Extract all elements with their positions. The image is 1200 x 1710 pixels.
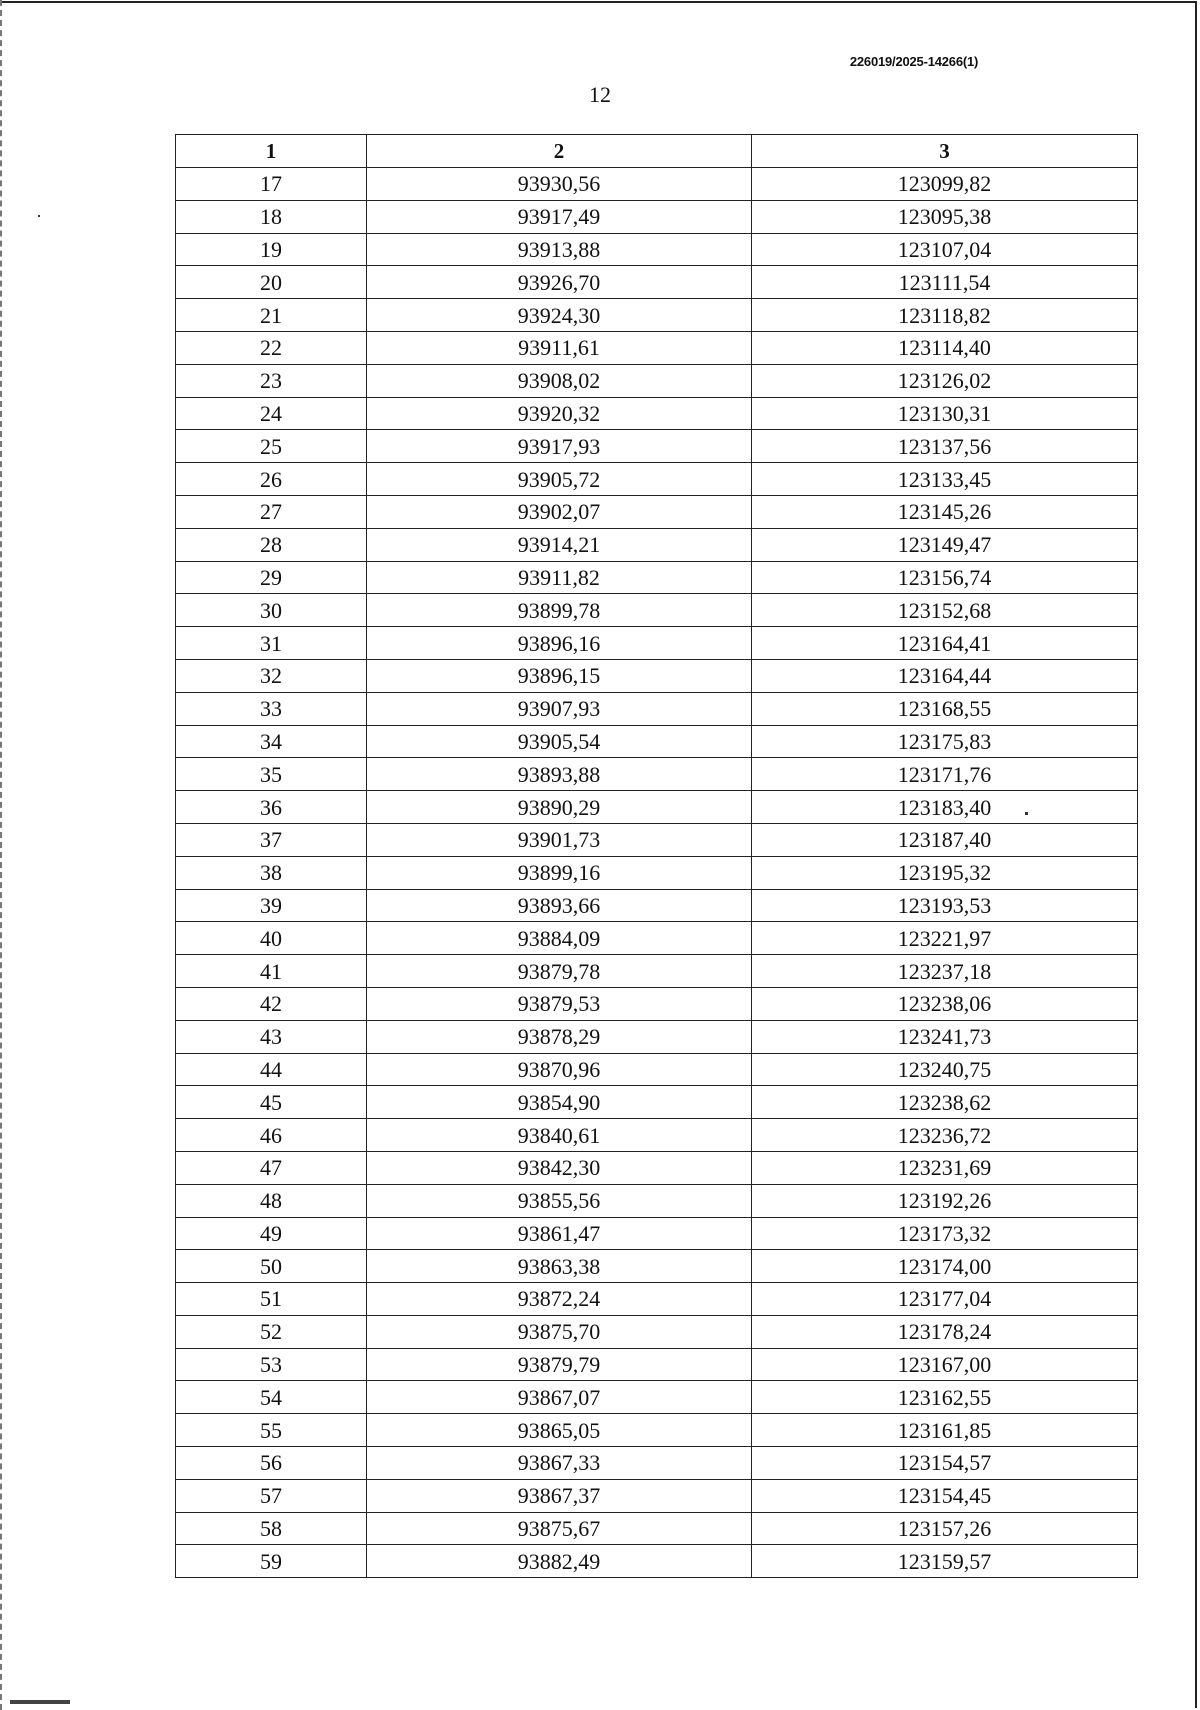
x-coordinate-cell: 93879,78 — [367, 955, 752, 988]
y-coordinate-cell: 123161,85 — [752, 1414, 1138, 1447]
point-number-cell: 56 — [176, 1447, 367, 1480]
x-coordinate-cell: 93930,56 — [367, 168, 752, 201]
point-number-cell: 24 — [176, 397, 367, 430]
point-number-cell: 53 — [176, 1348, 367, 1381]
x-coordinate-cell: 93884,09 — [367, 922, 752, 955]
y-coordinate-cell: 123240,75 — [752, 1053, 1138, 1086]
y-coordinate-cell: 123241,73 — [752, 1020, 1138, 1053]
x-coordinate-cell: 93896,16 — [367, 627, 752, 660]
table-row — [176, 200, 1138, 233]
point-number-cell: 33 — [176, 692, 367, 725]
point-number-cell: 20 — [176, 266, 367, 299]
document-number: 226019/2025-14266(1) — [849, 54, 979, 69]
x-coordinate-cell: 93875,67 — [367, 1512, 752, 1545]
y-coordinate-cell: 123154,45 — [752, 1479, 1138, 1512]
y-coordinate-cell: 123177,04 — [752, 1283, 1138, 1316]
table-row — [176, 1283, 1138, 1316]
point-number-cell: 52 — [176, 1315, 367, 1348]
table-row — [176, 758, 1138, 791]
point-number-cell: 45 — [176, 1086, 367, 1119]
x-coordinate-cell: 93914,21 — [367, 528, 752, 561]
y-coordinate-cell: 123238,62 — [752, 1086, 1138, 1119]
point-number-cell: 21 — [176, 299, 367, 332]
x-coordinate-cell: 93911,61 — [367, 331, 752, 364]
x-coordinate-cell: 93875,70 — [367, 1315, 752, 1348]
point-number-cell: 36 — [176, 791, 367, 824]
y-coordinate-cell: 123174,00 — [752, 1250, 1138, 1283]
y-coordinate-cell: 123130,31 — [752, 397, 1138, 430]
y-coordinate-cell: 123171,76 — [752, 758, 1138, 791]
point-number-cell: 25 — [176, 430, 367, 463]
table-row — [176, 1315, 1138, 1348]
scan-artifact — [10, 1700, 70, 1704]
table-row — [176, 561, 1138, 594]
table-row — [176, 1348, 1138, 1381]
y-coordinate-cell: 123236,72 — [752, 1119, 1138, 1152]
x-coordinate-cell: 93872,24 — [367, 1283, 752, 1316]
point-number-cell: 42 — [176, 987, 367, 1020]
point-number-cell: 43 — [176, 1020, 367, 1053]
y-coordinate-cell: 123099,82 — [752, 168, 1138, 201]
x-coordinate-cell: 93882,49 — [367, 1545, 752, 1578]
y-coordinate-cell: 123168,55 — [752, 692, 1138, 725]
x-coordinate-cell: 93905,54 — [367, 725, 752, 758]
table-row — [176, 1053, 1138, 1086]
point-number-cell: 18 — [176, 200, 367, 233]
x-coordinate-cell: 93863,38 — [367, 1250, 752, 1283]
y-coordinate-cell: 123221,97 — [752, 922, 1138, 955]
y-coordinate-cell: 123118,82 — [752, 299, 1138, 332]
y-coordinate-cell: 123107,04 — [752, 233, 1138, 266]
x-coordinate-cell: 93899,16 — [367, 856, 752, 889]
y-coordinate-cell: 123167,00 — [752, 1348, 1138, 1381]
table-row — [176, 528, 1138, 561]
y-coordinate-cell: 123187,40 — [752, 823, 1138, 856]
y-coordinate-cell: 123195,32 — [752, 856, 1138, 889]
x-coordinate-cell: 93905,72 — [367, 463, 752, 496]
x-coordinate-cell: 93924,30 — [367, 299, 752, 332]
y-coordinate-cell: 123162,55 — [752, 1381, 1138, 1414]
table-row — [176, 168, 1138, 201]
y-coordinate-cell: 123133,45 — [752, 463, 1138, 496]
y-coordinate-cell: 123238,06 — [752, 987, 1138, 1020]
table-row — [176, 692, 1138, 725]
x-coordinate-cell: 93855,56 — [367, 1184, 752, 1217]
x-coordinate-cell: 93890,29 — [367, 791, 752, 824]
y-coordinate-cell: 123157,26 — [752, 1512, 1138, 1545]
point-number-cell: 35 — [176, 758, 367, 791]
x-coordinate-cell: 93870,96 — [367, 1053, 752, 1086]
y-coordinate-cell: 123231,69 — [752, 1151, 1138, 1184]
y-coordinate-cell: 123192,26 — [752, 1184, 1138, 1217]
header-row — [176, 135, 1138, 168]
point-number-cell: 28 — [176, 528, 367, 561]
x-coordinate-cell: 93926,70 — [367, 266, 752, 299]
table-row — [176, 659, 1138, 692]
table-row — [176, 1512, 1138, 1545]
y-coordinate-cell: 123173,32 — [752, 1217, 1138, 1250]
x-coordinate-cell: 93917,49 — [367, 200, 752, 233]
y-coordinate-cell: 123156,74 — [752, 561, 1138, 594]
y-coordinate-cell: 123178,24 — [752, 1315, 1138, 1348]
x-coordinate-cell: 93867,37 — [367, 1479, 752, 1512]
point-number-cell: 50 — [176, 1250, 367, 1283]
table-row — [176, 397, 1138, 430]
column-header-3: 3 — [752, 135, 1138, 168]
table-row — [176, 1447, 1138, 1480]
table-row — [176, 955, 1138, 988]
table-row — [176, 1151, 1138, 1184]
table-row — [176, 856, 1138, 889]
table-row — [176, 1479, 1138, 1512]
point-number-cell: 39 — [176, 889, 367, 922]
point-number-cell: 26 — [176, 463, 367, 496]
x-coordinate-cell: 93854,90 — [367, 1086, 752, 1119]
table-row — [176, 1086, 1138, 1119]
y-coordinate-cell: 123183,40 — [752, 791, 1138, 824]
y-coordinate-cell: 123159,57 — [752, 1545, 1138, 1578]
table-row — [176, 495, 1138, 528]
table-row — [176, 430, 1138, 463]
point-number-cell: 57 — [176, 1479, 367, 1512]
x-coordinate-cell: 93911,82 — [367, 561, 752, 594]
y-coordinate-cell: 123137,56 — [752, 430, 1138, 463]
table-row — [176, 791, 1138, 824]
x-coordinate-cell: 93878,29 — [367, 1020, 752, 1053]
table-row — [176, 1250, 1138, 1283]
table-row — [176, 463, 1138, 496]
point-number-cell: 59 — [176, 1545, 367, 1578]
table-row — [176, 987, 1138, 1020]
x-coordinate-cell: 93893,88 — [367, 758, 752, 791]
point-number-cell: 30 — [176, 594, 367, 627]
x-coordinate-cell: 93920,32 — [367, 397, 752, 430]
table-row — [176, 1381, 1138, 1414]
point-number-cell: 19 — [176, 233, 367, 266]
y-coordinate-cell: 123149,47 — [752, 528, 1138, 561]
x-coordinate-cell: 93893,66 — [367, 889, 752, 922]
table-row — [176, 266, 1138, 299]
point-number-cell: 41 — [176, 955, 367, 988]
point-number-cell: 47 — [176, 1151, 367, 1184]
point-number-cell: 40 — [176, 922, 367, 955]
point-number-cell: 58 — [176, 1512, 367, 1545]
column-header-1: 1 — [176, 135, 367, 168]
point-number-cell: 22 — [176, 331, 367, 364]
point-number-cell: 38 — [176, 856, 367, 889]
x-coordinate-cell: 93901,73 — [367, 823, 752, 856]
x-coordinate-cell: 93917,93 — [367, 430, 752, 463]
x-coordinate-cell: 93908,02 — [367, 364, 752, 397]
y-coordinate-cell: 123164,44 — [752, 659, 1138, 692]
table-body — [176, 168, 1138, 1578]
x-coordinate-cell: 93902,07 — [367, 495, 752, 528]
x-coordinate-cell: 93879,53 — [367, 987, 752, 1020]
x-coordinate-cell: 93840,61 — [367, 1119, 752, 1152]
table-row — [176, 1217, 1138, 1250]
table-row — [176, 331, 1138, 364]
table-row — [176, 1119, 1138, 1152]
y-coordinate-cell: 123145,26 — [752, 495, 1138, 528]
table-row — [176, 627, 1138, 660]
x-coordinate-cell: 93896,15 — [367, 659, 752, 692]
y-coordinate-cell: 123152,68 — [752, 594, 1138, 627]
table-row — [176, 1184, 1138, 1217]
y-coordinate-cell: 123164,41 — [752, 627, 1138, 660]
point-number-cell: 49 — [176, 1217, 367, 1250]
table-row — [176, 1020, 1138, 1053]
x-coordinate-cell: 93842,30 — [367, 1151, 752, 1184]
table-row — [176, 364, 1138, 397]
point-number-cell: 54 — [176, 1381, 367, 1414]
y-coordinate-cell: 123175,83 — [752, 725, 1138, 758]
point-number-cell: 46 — [176, 1119, 367, 1152]
table-header — [176, 135, 1138, 168]
x-coordinate-cell: 93865,05 — [367, 1414, 752, 1447]
y-coordinate-cell: 123154,57 — [752, 1447, 1138, 1480]
column-header-2: 2 — [367, 135, 752, 168]
table-row — [176, 922, 1138, 955]
point-number-cell: 51 — [176, 1283, 367, 1316]
scan-speck — [38, 215, 40, 217]
y-coordinate-cell: 123095,38 — [752, 200, 1138, 233]
point-number-cell: 29 — [176, 561, 367, 594]
table-row — [176, 299, 1138, 332]
point-number-cell: 34 — [176, 725, 367, 758]
x-coordinate-cell: 93867,33 — [367, 1447, 752, 1480]
page-number: 12 — [589, 82, 611, 107]
point-number-cell: 31 — [176, 627, 367, 660]
x-coordinate-cell: 93899,78 — [367, 594, 752, 627]
table-row — [176, 1414, 1138, 1447]
table-row — [176, 1545, 1138, 1578]
y-coordinate-cell: 123193,53 — [752, 889, 1138, 922]
table-row — [176, 233, 1138, 266]
y-coordinate-cell: 123114,40 — [752, 331, 1138, 364]
point-number-cell: 23 — [176, 364, 367, 397]
x-coordinate-cell: 93907,93 — [367, 692, 752, 725]
coordinates-table — [175, 134, 1138, 1578]
point-number-cell: 37 — [176, 823, 367, 856]
y-coordinate-cell: 123237,18 — [752, 955, 1138, 988]
point-number-cell: 32 — [176, 659, 367, 692]
x-coordinate-cell: 93913,88 — [367, 233, 752, 266]
point-number-cell: 44 — [176, 1053, 367, 1086]
point-number-cell: 55 — [176, 1414, 367, 1447]
y-coordinate-cell: 123126,02 — [752, 364, 1138, 397]
table-row — [176, 889, 1138, 922]
point-number-cell: 17 — [176, 168, 367, 201]
scan-edge — [0, 0, 3, 1710]
point-number-cell: 27 — [176, 495, 367, 528]
x-coordinate-cell: 93861,47 — [367, 1217, 752, 1250]
x-coordinate-cell: 93867,07 — [367, 1381, 752, 1414]
table-row — [176, 594, 1138, 627]
table-row — [176, 823, 1138, 856]
point-number-cell: 48 — [176, 1184, 367, 1217]
table-row — [176, 725, 1138, 758]
x-coordinate-cell: 93879,79 — [367, 1348, 752, 1381]
y-coordinate-cell: 123111,54 — [752, 266, 1138, 299]
